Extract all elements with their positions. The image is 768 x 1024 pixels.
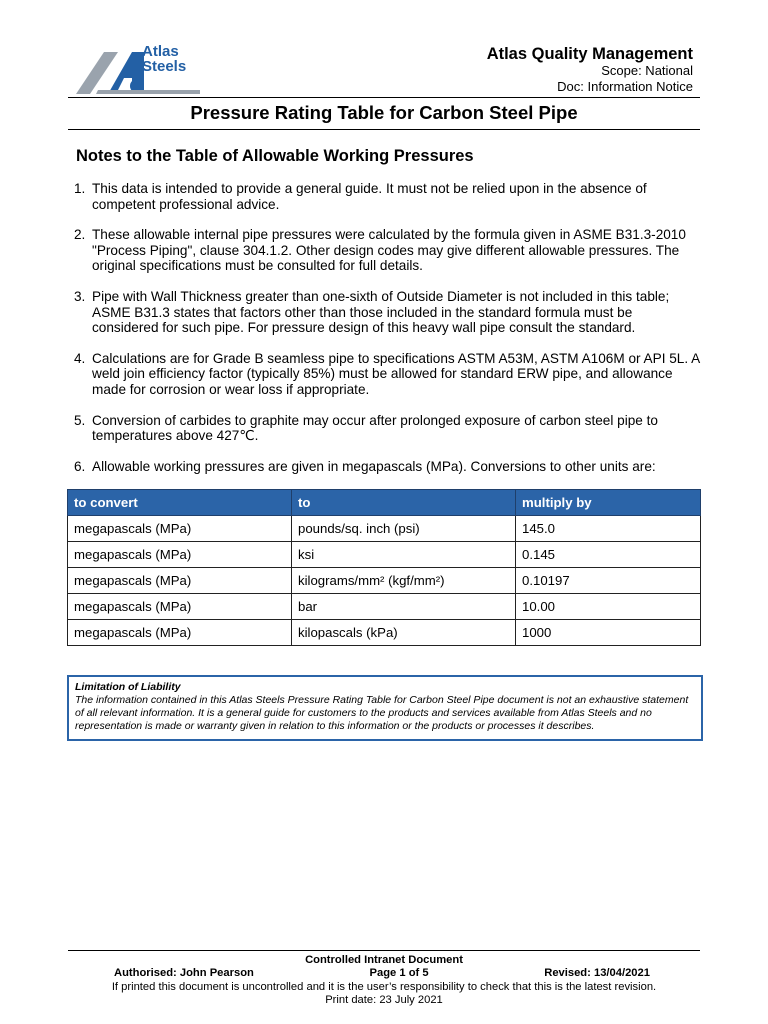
note-item <box>74 351 700 398</box>
note-number: 5. <box>74 412 86 428</box>
note-item <box>74 459 700 475</box>
note-text: These allowable internal pipe pressures were calculated by the formula given in ASME B31.3-2010 "Process Piping", clause 304.1.2. Other design codes may give different allowable pressures. The original specifications must be consulted for full details. <box>92 227 686 274</box>
cell-to-unit: ksi <box>292 542 516 568</box>
cell-from-unit: megapascals (MPa) <box>68 568 292 594</box>
note-number: 3. <box>74 288 86 304</box>
footer-disclaimer: If printed this document is uncontrolled and it is the user’s responsibility to check that this is the latest revision. <box>111 980 657 993</box>
footer-revised: Revised: 13/04/2021 <box>544 967 650 980</box>
notes-list <box>74 181 700 489</box>
footer-print-date: Print date: 23 July 2021 <box>325 993 443 1006</box>
cell-from-unit: megapascals (MPa) <box>68 594 292 620</box>
cell-factor: 145.0 <box>516 516 701 542</box>
table-row <box>68 620 701 646</box>
note-item <box>74 227 700 274</box>
table-row <box>68 594 701 620</box>
header-rule-top <box>68 97 700 98</box>
note-text: Pipe with Wall Thickness greater than one-sixth of Outside Diameter is not included in this table; ASME B31.3 states that factors other than those included in the standard formula must be considered for such pipe. For pressure design of this heavy wall pipe consult the standard. <box>92 288 670 336</box>
header-rule-bottom <box>68 129 700 130</box>
cell-to-unit: bar <box>292 594 516 620</box>
footer-authorised: Authorised: John Pearson <box>114 967 254 980</box>
note-text: Calculations are for Grade B seamless pipe to specifications ASTM A53M, ASTM A106M or API 5L. A weld join efficiency factor (typically 85%) must be allowed for standard ERW pipe, and allowance made for corrosion or wear loss if appropriate. <box>92 350 700 397</box>
document-title: Pressure Rating Table for Carbon Steel Pipe <box>190 102 578 123</box>
logo-word-steels: Steels <box>142 58 187 75</box>
header-to: to <box>292 490 516 516</box>
cell-factor: 0.10197 <box>516 568 701 594</box>
page-footer <box>70 954 698 1007</box>
company-name: Atlas Quality Management <box>486 45 693 63</box>
note-number: 1. <box>74 181 86 196</box>
note-text: This data is intended to provide a general guide. It must not be relied upon in the absence of competent professional advice. <box>92 181 647 212</box>
doc-type-line: Doc: Information Notice <box>557 79 693 94</box>
logo-wordmark <box>142 44 186 74</box>
note-number: 2. <box>74 227 86 243</box>
note-item <box>74 181 700 212</box>
footer-rule <box>68 950 700 951</box>
cell-to-unit: kilopascals (kPa) <box>292 620 516 646</box>
cell-factor: 10.00 <box>516 594 701 620</box>
table-row <box>68 516 701 542</box>
table-row <box>68 568 701 594</box>
header-to-convert: to convert <box>68 490 292 516</box>
logo-grey-base <box>96 90 200 94</box>
note-number: 6. <box>74 458 86 474</box>
note-item <box>74 413 700 444</box>
cell-factor: 0.145 <box>516 542 701 568</box>
cell-to-unit: kilograms/mm² (kgf/mm²) <box>292 568 516 594</box>
table-header-row <box>68 490 701 516</box>
footer-page-number: Page 1 of 5 <box>369 967 429 980</box>
table-row <box>68 542 701 568</box>
liability-text: The information contained in this Atlas Steels Pressure Rating Table for Carbon Steel Pipe document is not an exhaustive statement of all relevant information. It is a general guide for customers to the products and services available from Atlas Steels and no representation is made or warranty given in relation to this information or the products or processes it describes. <box>75 694 689 732</box>
cell-to-unit: pounds/sq. inch (psi) <box>292 516 516 542</box>
cell-from-unit: megapascals (MPa) <box>68 620 292 646</box>
liability-title: Limitation of Liability <box>75 681 181 693</box>
note-item <box>74 289 700 336</box>
cell-from-unit: megapascals (MPa) <box>68 516 292 542</box>
logo-word-atlas: Atlas <box>142 43 179 60</box>
liability-box <box>67 675 703 741</box>
note-text: Allowable working pressures are given in megapascals (MPa). Conversions to other units are: <box>92 458 656 474</box>
note-number: 4. <box>74 350 86 366</box>
section-title: Notes to the Table of Allowable Working Pressures <box>76 147 474 165</box>
footer-controlled: Controlled Intranet Document <box>305 954 463 966</box>
header-multiply-by: multiply by <box>516 490 701 516</box>
cell-factor: 1000 <box>516 620 701 646</box>
footer-meta-row <box>70 967 698 980</box>
header-info <box>487 45 693 95</box>
note-text: Conversion of carbides to graphite may occur after prolonged exposure of carbon steel pipe to temperatures above 427℃. <box>92 412 658 444</box>
conversion-table <box>67 489 701 646</box>
scope-line: Scope: National <box>601 63 693 78</box>
cell-from-unit: megapascals (MPa) <box>68 542 292 568</box>
